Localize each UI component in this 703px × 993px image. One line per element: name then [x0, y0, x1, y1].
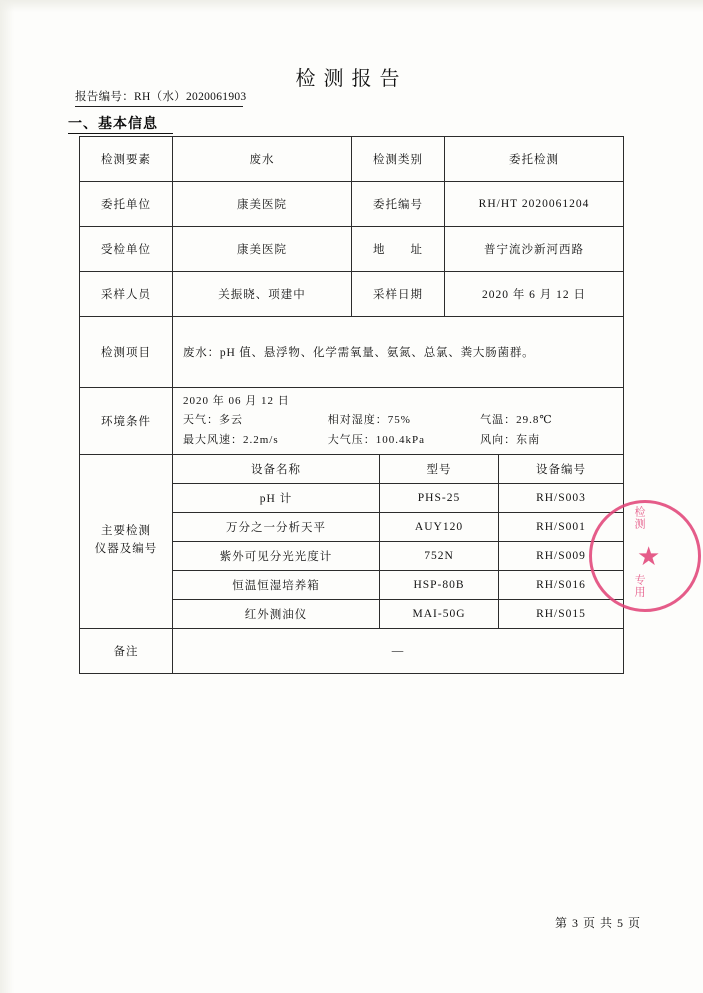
- page-title: 检测报告: [295, 68, 408, 90]
- basic-info-table: [79, 136, 624, 674]
- environment-value: [173, 388, 624, 455]
- equipment-table: [173, 455, 623, 628]
- equipment-name: 万分之一分析天平: [173, 512, 380, 541]
- equipment-name: pH 计: [173, 483, 380, 512]
- environment-date: 2020 年 06 月 12 日: [183, 395, 290, 407]
- table-row: [173, 541, 623, 570]
- row-value: 委托检测: [445, 137, 624, 182]
- environment-label: 环境条件: [80, 388, 173, 455]
- equipment-name: 红外测油仪: [173, 599, 380, 628]
- row-value: 康美医院: [173, 182, 352, 227]
- row-value: 康美医院: [173, 227, 352, 272]
- environment-wind-direction-label: 风向：: [480, 433, 517, 446]
- equipment-number: RH/S001: [499, 512, 624, 541]
- table-row: [173, 570, 623, 599]
- table-row: [173, 512, 623, 541]
- row-label: 委托编号: [352, 182, 445, 227]
- equipment-label: [80, 454, 173, 628]
- equipment-model: 752N: [380, 541, 499, 570]
- row-value: 废水: [173, 137, 352, 182]
- remark-label: 备注: [80, 628, 173, 673]
- equipment-number: RH/S003: [499, 483, 624, 512]
- stamp-text-bottom: 专用: [633, 574, 645, 598]
- row-label: 检测要素: [80, 137, 173, 182]
- section-heading-underline: [68, 133, 173, 134]
- table-row-remark: [80, 628, 624, 673]
- report-number-value: RH（水）2020061903: [134, 91, 247, 103]
- report-number-underline: [75, 106, 243, 107]
- environment-temperature-value: 29.8℃: [516, 414, 553, 427]
- environment-humidity: [328, 411, 480, 430]
- table-row: [80, 137, 624, 182]
- environment-humidity-value: 75%: [387, 414, 411, 427]
- environment-wind-speed: [183, 431, 328, 450]
- equipment-number: RH/S015: [499, 599, 624, 628]
- equipment-model: AUY120: [380, 512, 499, 541]
- equipment-model: HSP-80B: [380, 570, 499, 599]
- row-label: 地 址: [352, 227, 445, 272]
- equipment-table-cell: [173, 454, 624, 628]
- table-row: [80, 272, 624, 317]
- environment-weather-label: 天气：: [183, 414, 219, 427]
- equipment-label-line1: 主要检测: [101, 525, 151, 538]
- equipment-header-number: 设备编号: [499, 455, 624, 484]
- row-label: 受检单位: [80, 227, 173, 272]
- environment-temperature: [480, 411, 623, 430]
- environment-pressure-label: 大气压：: [327, 433, 376, 446]
- table-row: [173, 599, 623, 628]
- table-row-project: [80, 317, 624, 388]
- scan-edge-left: [0, 0, 14, 993]
- equipment-model: PHS-25: [380, 483, 499, 512]
- environment-wind-direction: [480, 431, 623, 450]
- table-row-environment: [80, 388, 624, 455]
- environment-wind-speed-value: 2.2m/s: [243, 433, 279, 446]
- stamp-text-top: 检测: [633, 506, 645, 530]
- equipment-number: RH/S016: [499, 570, 624, 599]
- equipment-name: 紫外可见分光光度计: [173, 541, 380, 570]
- row-label: 采样人员: [80, 272, 173, 317]
- star-icon: ★: [637, 542, 661, 571]
- row-value: 普宁流沙新河西路: [445, 227, 624, 272]
- environment-temperature-label: 气温：: [480, 414, 517, 427]
- page-footer: 第 3 页 共 5 页: [554, 916, 641, 930]
- table-row-equipment: [80, 454, 624, 628]
- table-row: [173, 483, 623, 512]
- equipment-number: RH/S009: [499, 541, 624, 570]
- environment-weather: [183, 411, 328, 430]
- equipment-label-line2: 仪器及编号: [94, 543, 158, 556]
- project-value: 废水：pH 值、悬浮物、化学需氧量、氨氮、总氯、粪大肠菌群。: [173, 317, 624, 388]
- table-row: [80, 227, 624, 272]
- section-heading: 一、基本信息: [68, 117, 158, 132]
- remark-value: —: [173, 628, 624, 673]
- equipment-header-row: [173, 455, 623, 484]
- equipment-model: MAI-50G: [380, 599, 499, 628]
- environment-wind-speed-label: 最大风速：: [183, 433, 243, 446]
- environment-pressure: [328, 431, 480, 450]
- scan-edge-top: [0, 0, 703, 12]
- row-value: RH/HT 2020061204: [445, 182, 624, 227]
- table-row: [80, 182, 624, 227]
- report-number: [75, 88, 246, 107]
- environment-wind-direction-value: 东南: [516, 433, 541, 446]
- row-value: 关振晓、项建中: [173, 272, 352, 317]
- row-value: 2020 年 6 月 12 日: [445, 272, 624, 317]
- environment-pressure-value: 100.4kPa: [375, 433, 426, 446]
- row-label: 采样日期: [352, 272, 445, 317]
- equipment-name: 恒温恒湿培养箱: [173, 570, 380, 599]
- report-number-label: 报告编号：: [75, 91, 134, 103]
- row-label: 委托单位: [80, 182, 173, 227]
- official-stamp: [625, 500, 699, 618]
- environment-humidity-label: 相对湿度：: [327, 414, 388, 427]
- equipment-header-model: 型号: [380, 455, 499, 484]
- environment-weather-value: 多云: [219, 414, 243, 427]
- equipment-header-name: 设备名称: [173, 455, 380, 484]
- project-label: 检测项目: [80, 317, 173, 388]
- row-label: 检测类别: [352, 137, 445, 182]
